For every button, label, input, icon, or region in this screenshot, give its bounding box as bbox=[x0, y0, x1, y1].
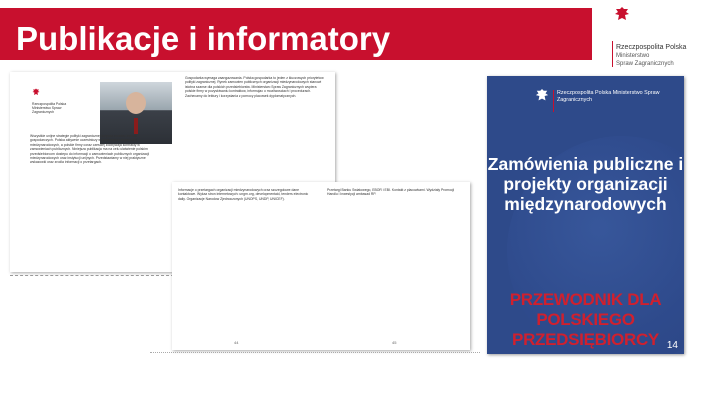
logo-line2: Ministerstwo bbox=[616, 53, 650, 59]
page-text-right: Przetargi Banku Swiatowego, EBOR i EBI. Kontakt z placowkami. Wydzialy Promocji Handlu i Inwestycji ambasad RP. bbox=[327, 188, 455, 197]
logo-line1: Rzeczpospolita Polska bbox=[616, 44, 687, 51]
page-number-right: 45 bbox=[392, 340, 397, 345]
eagle-icon bbox=[32, 88, 40, 97]
logo-rule bbox=[612, 41, 613, 67]
page-text-right: Gospodarka wymaga zaangazowania. Polska gospodarka to jeden z kluczowych priorytetow polityki zagranicznej. Rynek zamowien publicznych organizacji miedzynarodowych stanowi istotna szanse dla polskich przedsiebiorstw. Ministerstwo Spraw Zagranicznych wspiera polskie firmy w pozyskiwaniu kontraktow, informujac o mozliwosciach i procedurach. Zachecamy do lektury i korzystania z pomocy placowek dyplomatycznych. bbox=[185, 76, 324, 98]
cover-logo bbox=[535, 88, 675, 118]
logo-line3: Spraw Zagranicznych bbox=[616, 61, 674, 67]
page-number-left: 44 bbox=[234, 340, 239, 345]
page-divider bbox=[150, 352, 480, 353]
publication-page-contacts bbox=[172, 182, 470, 350]
page-text-left: Wszystkie unijne strategie polityki zagranicznej dotycza rowniez kwestii gospodarczych. Polska aktywnie uczestniczy w przetargach organizacji miedzynarodowych, a polskie firmy coraz czesciej zdobywaja kontrakty w zamowieniach publicznych. Niniejsza publikacja ma na celu ulatwienie polskim przedsiebiorcom dostepu do informacji o zamowieniach publicznych organizacji miedzynarodowych oraz instytucji unijnych. Przedstawiamy w niej praktyczne wskazowki oraz zrodla informacji o przetargach. bbox=[30, 134, 150, 165]
cover-subtitle: PRZEWODNIK DLA POLSKIEGO PRZEDSIĘBIORCY bbox=[509, 290, 662, 349]
ministry-logo bbox=[606, 6, 716, 68]
cover-logo-text: Rzeczpospolita Polska Ministerstwo Spraw Zagranicznych bbox=[557, 90, 660, 103]
eagle-icon bbox=[535, 88, 549, 104]
slide-number: 14 bbox=[666, 340, 678, 351]
publication-cover bbox=[487, 76, 684, 354]
title-bar bbox=[0, 8, 592, 60]
slide-title: Publikacje i informatory bbox=[16, 20, 391, 57]
page-logo-text: Rzeczpospolita Polska Ministerstwo Spraw Zagranicznych bbox=[32, 102, 67, 114]
page-logo bbox=[32, 84, 72, 114]
page-text-left: Informacje o przetargach organizacji miedzynarodowych oraz szczegolowe dane kontaktowe. Wykaz stron internetowych: ungm.org, developmentaid, tenders electronic daily. Organizacje Narodow Zjednoczonych (UNOPS, UNDP, UNICEF). bbox=[178, 188, 309, 201]
eagle-icon bbox=[614, 6, 630, 24]
cover-logo-rule bbox=[553, 90, 554, 112]
cover-title: Zamówienia publiczne i projekty organizacji międzynarodowych bbox=[487, 154, 684, 214]
